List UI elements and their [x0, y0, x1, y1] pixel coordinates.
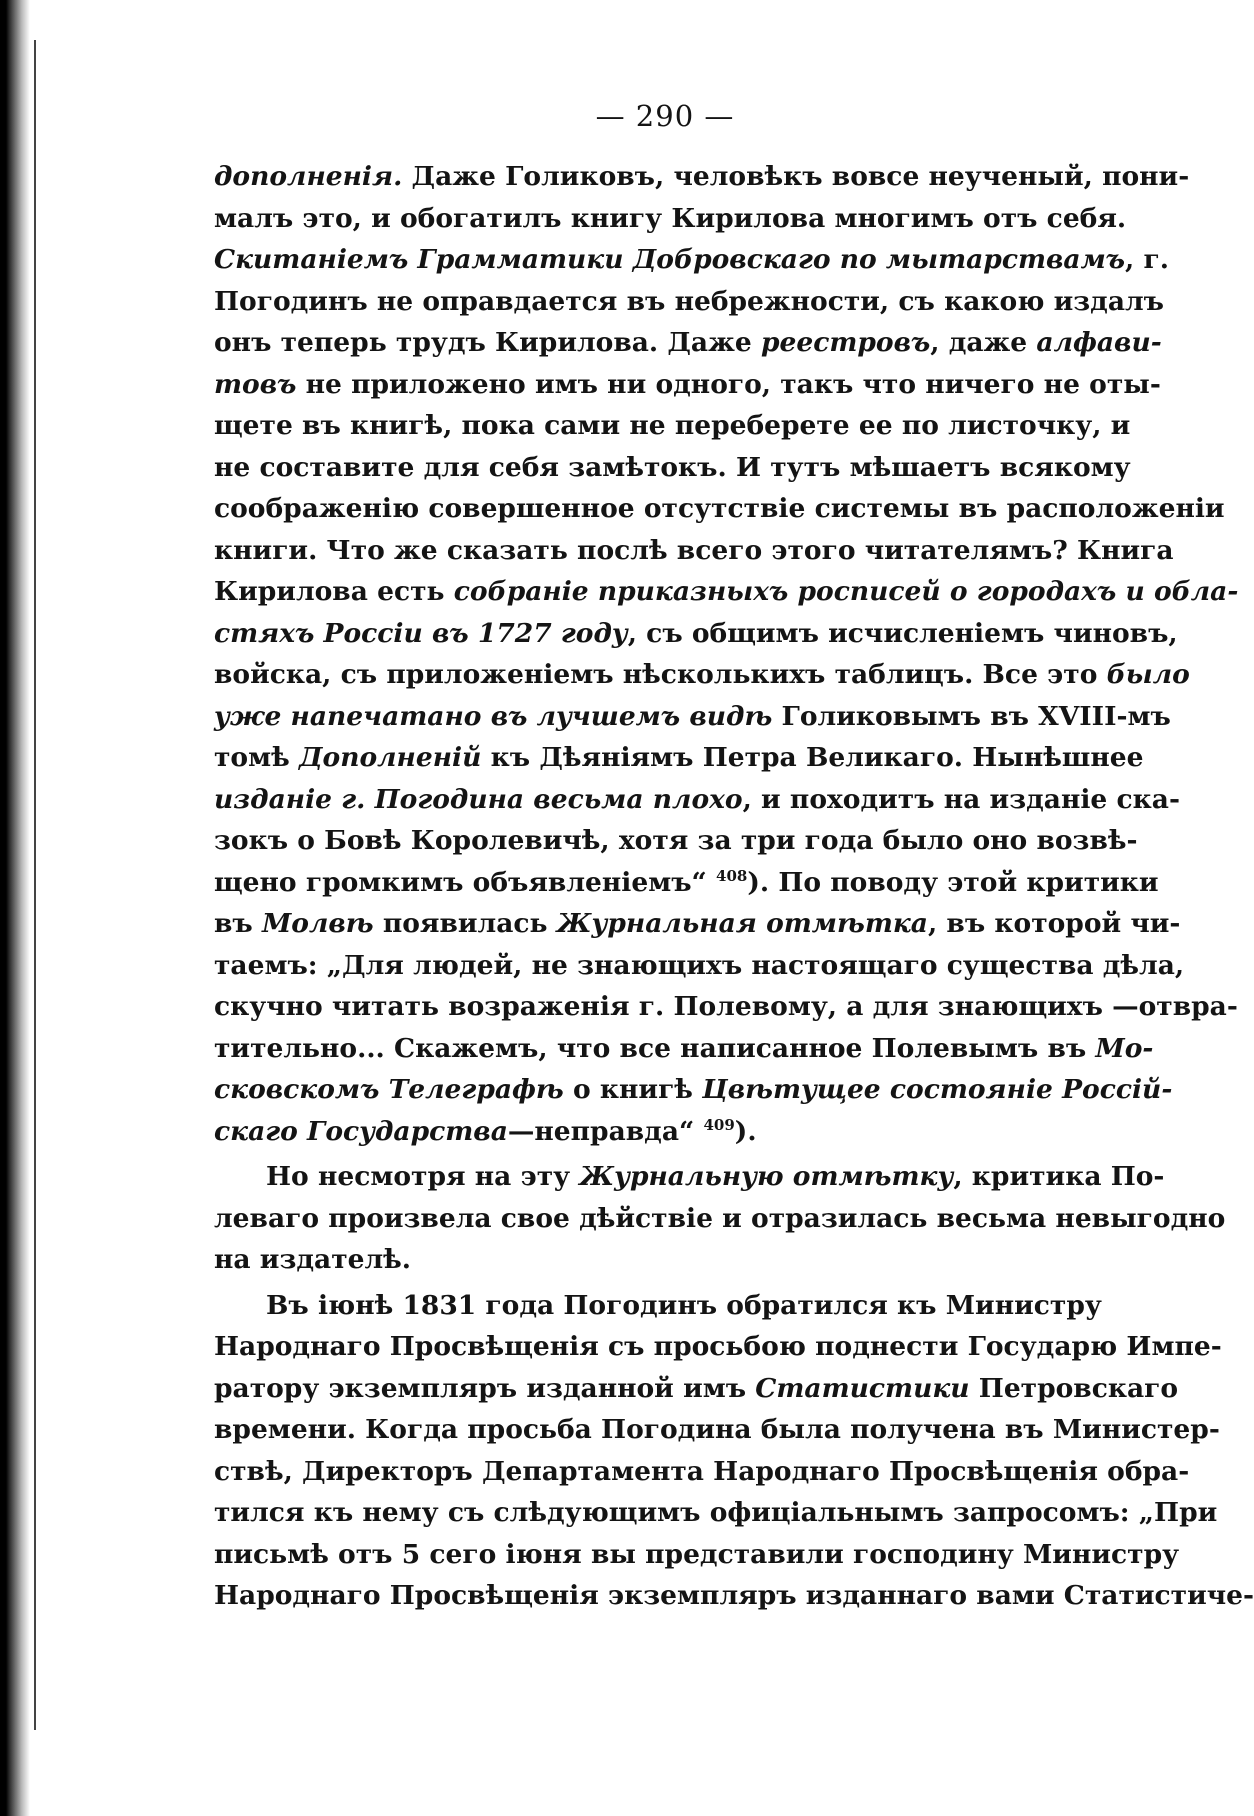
- text-line: товъ не приложено имъ ни одного, такъ что ничего не оты-: [214, 368, 1161, 400]
- text-line: ратору экземпляръ изданной имъ Статистики Петровскаго: [214, 1372, 1179, 1404]
- text-line: ствѣ, Директоръ Департамента Народнаго Просвѣщенія обра-: [214, 1455, 1190, 1487]
- text-line: стяхъ Россіи въ 1727 году, съ общимъ исчисленіемъ чиновъ,: [214, 617, 1178, 649]
- page-number: — 290 —: [595, 99, 735, 133]
- text-line: письмѣ отъ 5 сего іюня вы представили господину Министру: [214, 1538, 1180, 1570]
- paragraph-2: [214, 1156, 1226, 1281]
- text-line: соображенію совершенное отсутствіе системы въ расположеніи: [214, 493, 1225, 524]
- text-line: Но несмотря на эту Журнальную отмѣтку, критика По-: [266, 1161, 1165, 1192]
- text-line: Скитаніемъ Грамматики Добровскаго по мытарствамъ, г.: [214, 244, 1169, 275]
- binding-line: [34, 40, 36, 1730]
- text-line: Народнаго Просвѣщенія экземпляръ изданнаго вами Статистиче-: [214, 1580, 1254, 1611]
- text-line: зокъ о Бовѣ Королевичѣ, хотя за три года было оно возвѣ-: [214, 825, 1138, 856]
- text-line: на издателѣ.: [214, 1244, 412, 1275]
- text-line: сковскомъ Телеграфѣ о книгѣ Цвѣтущее состояніе Россій-: [214, 1074, 1173, 1105]
- text-line: леваго произвела свое дѣйствіе и отразилась весьма невыгодно: [214, 1202, 1226, 1234]
- paragraph-1: [214, 156, 1239, 1152]
- text-line: щено громкимъ объявленіемъ“ $^{408}$). По поводу этой критики: [214, 866, 1159, 898]
- text-line: Въ іюнѣ 1831 года Погодинъ обратился къ Министру: [266, 1289, 1102, 1321]
- text-line: скучно читать возраженія г. Полевому, а для знающихъ —отвра-: [214, 991, 1238, 1022]
- text-line: Погодинъ не оправдается въ небрежности, съ какою издалъ: [214, 285, 1165, 317]
- text-line: тился къ нему съ слѣдующимъ офиціальнымъ запросомъ: „При: [214, 1497, 1218, 1528]
- text-line: щете въ книгѣ, пока сами не переберете ее по листочку, и: [214, 410, 1131, 441]
- text-line: онъ теперь трудъ Кирилова. Даже реестровъ, даже алфави-: [214, 327, 1162, 358]
- text-line: войска, съ приложеніемъ нѣсколькихъ таблицъ. Все это было: [214, 659, 1190, 690]
- text-line: изданіе г. Погодина весьма плохо, и походитъ на изданіе ска-: [214, 783, 1180, 815]
- text-line: книги. Что же сказать послѣ всего этого читателямъ? Книга: [214, 534, 1174, 566]
- text-line: скаго Государства—неправда“ $^{409}$).: [214, 1115, 757, 1147]
- book-page: [214, 96, 1254, 1617]
- text-line: Народнаго Просвѣщенія съ просьбою поднести Государю Импе-: [214, 1331, 1222, 1362]
- text-line: тительно... Скажемъ, что все написанное Полевымъ въ Мо-: [214, 1032, 1154, 1064]
- text-line: уже напечатано въ лучшемъ видѣ Голиковымъ въ XVIII-мъ: [214, 700, 1171, 732]
- text-line: томѣ Дополненій къ Дѣяніямъ Петра Великаго. Нынѣшнее: [214, 742, 1144, 773]
- paragraph-3: [214, 1285, 1254, 1617]
- binding-edge: [0, 0, 30, 1816]
- text-line: не составите для себя замѣтокъ. И тутъ мѣшаетъ всякому: [214, 451, 1131, 483]
- text-line: Кирилова есть собраніе приказныхъ росписей о городахъ и обла-: [214, 576, 1239, 607]
- text-line: малъ это, и обогатилъ книгу Кирилова многимъ отъ себя.: [214, 202, 1127, 234]
- text-line: времени. Когда просьба Погодина была получена въ Министер-: [214, 1414, 1220, 1445]
- text-line: въ Молвѣ появилась Журнальная отмѣтка, въ которой чи-: [214, 908, 1181, 939]
- text-line: таемъ: „Для людей, не знающихъ настоящаго существа дѣла,: [214, 949, 1185, 981]
- text-line: дополненія. Даже Голиковъ, человѣкъ вовсе неученый, пони-: [214, 161, 1190, 192]
